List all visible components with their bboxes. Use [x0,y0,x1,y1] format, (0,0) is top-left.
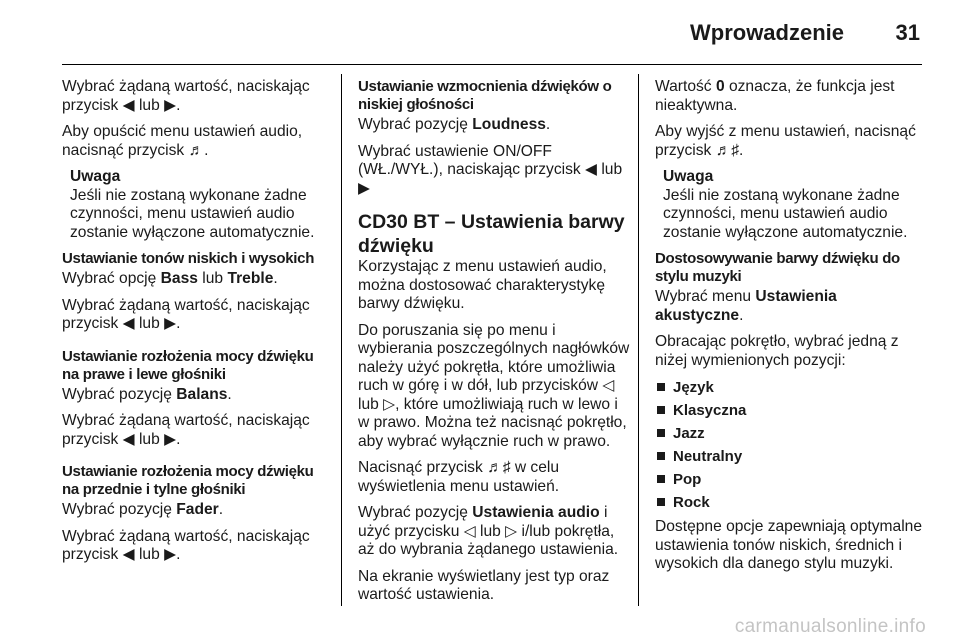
watermark: carmanualsonline.info [734,616,926,637]
list-item: Neutralny [655,447,925,470]
paragraph: Wybrać pozycję Balans. [62,385,232,403]
paragraph: Do poruszania się po menu i wybierania poszczególnych nagłówków należy użyć pokrętła, które umożliwia ruch w górę i w dół, lub przycisków ◁ lub ▷, które umożliwiają ruch w lewo i w prawo. Można też nacisnąć pokrętło, aby wybrać wyłącznie ruch w prawo. [358,321,630,450]
section-heading: Dostosowywanie barwy dźwięku do stylu muzyki [655,250,900,285]
column-3 [655,78,925,582]
bullet-icon [657,452,665,460]
list-item: Klasyczna [655,401,925,424]
paragraph: Wybrać pozycję Loudness. [358,116,551,133]
list-item: Rock [655,493,925,516]
note-title: Uwaga [663,168,714,185]
column-divider-2 [638,74,639,606]
paragraph: Korzystając z menu ustawień audio, można dostosować charakterystykę barwy dźwięku. [358,258,607,312]
note-text: Jeśli nie zostaną wykonane żadne czynności, menu ustawień audio zostanie wyłączone automatycznie. [70,186,315,241]
paragraph: Wybrać żądaną wartość, naciskając przycisk ◀ lub ▶. [62,527,310,563]
paragraph: Wybrać pozycję Fader. [62,501,224,518]
paragraph: Wybrać żądaną wartość, naciskając przycisk ◀ lub ▶. [62,412,310,448]
column-1 [62,78,334,573]
bullet-icon [657,429,665,437]
note-box [62,168,334,242]
paragraph: Aby wyjść z menu ustawień, nacisnąć przycisk ♬♯. [655,123,916,159]
paragraph: Wartość 0 oznacza, że funkcja jest nieaktywna. [655,78,895,114]
paragraph: Wybrać ustawienie ON/OFF (WŁ./WYŁ.), naciskając przycisk ◀ lub ▶ [358,142,623,197]
bullet-icon [657,475,665,483]
bullet-icon [657,383,665,391]
page-title: Wprowadzenie [689,20,844,45]
list-item: Jazz [655,424,925,447]
paragraph: Wybrać żądaną wartość, naciskając przycisk ◀ lub ▶. [62,78,310,114]
paragraph: Na ekranie wyświetlany jest typ oraz wartość ustawienia. [358,567,610,603]
paragraph: Nacisnąć przycisk ♬♯ w celu wyświetlenia menu ustawień. [358,459,560,495]
section-heading: Ustawianie rozłożenia mocy dźwięku na prawe i lewe głośniki [62,347,314,383]
bullet-icon [657,406,665,414]
page-number: 31 [895,20,920,45]
paragraph: Wybrać pozycję Ustawienia audio i użyć przycisku ◁ lub ▷ i/lub pokrętła, aż do wybrania żądanego ustawienia. [358,504,619,558]
note-box [655,168,925,242]
chapter-heading: CD30 BT – Ustawienia barwy dźwięku [358,211,625,257]
column-2 [358,78,630,613]
list-item: Język [655,378,925,401]
section-heading: Ustawianie tonów niskich i wysokich [62,250,315,267]
paragraph: Wybrać żądaną wartość, naciskając przycisk ◀ lub ▶. [62,296,310,332]
paragraph: Wybrać opcję Bass lub Treble. [62,270,278,287]
page-header [62,0,922,65]
column-divider-1 [341,74,342,606]
paragraph: Wybrać menu Ustawienia akustyczne. [655,288,837,324]
note-text: Jeśli nie zostaną wykonane żadne czynności, menu ustawień audio zostanie wyłączone automatycznie. [663,186,908,241]
section-heading: Ustawianie rozłożenia mocy dźwięku na przednie i tylne głośniki [62,463,314,498]
bullet-icon [657,498,665,506]
section-heading: Ustawianie wzmocnienia dźwięków o niskiej głośności [358,78,612,113]
list-item: Pop [655,470,925,493]
paragraph: Obracając pokrętło, wybrać jedną z niżej wymienionych pozycji: [655,333,899,369]
paragraph: Dostępne opcje zapewniają optymalne ustawienia tonów niskich, średnich i wysokich dla danego stylu muzyki. [655,518,922,572]
music-style-list [655,378,925,516]
paragraph: Aby opuścić menu ustawień audio, nacisnąć przycisk ♬. [62,123,303,159]
note-title: Uwaga [70,168,121,185]
